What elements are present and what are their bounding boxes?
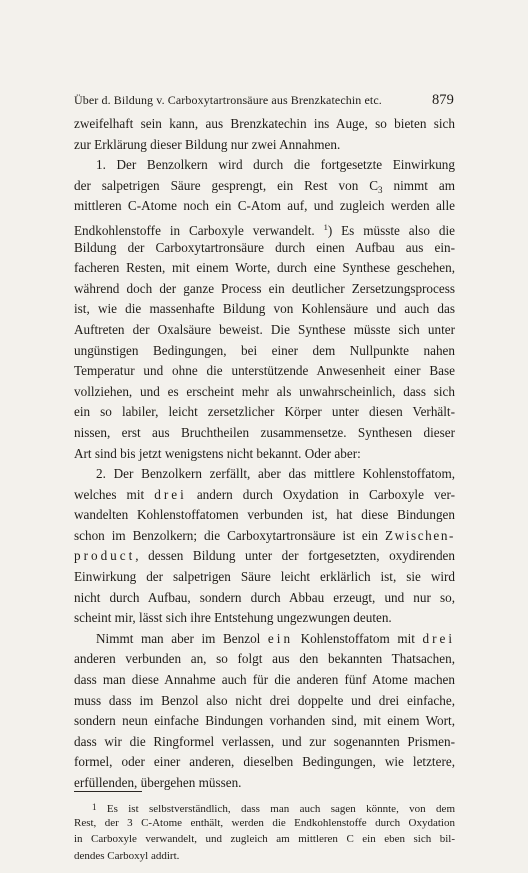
text-line: 2. Der Benzolkern zerfällt, aber das mittlere Kohlenstoffatom,: [96, 466, 455, 482]
text-line: nissen, erst aus Bruchtheilen zusammensetze. Synthesen dieser: [74, 424, 455, 440]
text-line: ein so labiler, leicht zersetzlicher Körper unter diesen Verhält-: [74, 404, 455, 420]
running-title: Über d. Bildung v. Carboxytartronsäure aus Brenzkatechin etc.: [74, 93, 382, 107]
spaced-emphasis: Zwischen-: [384, 527, 455, 543]
footnote-marker: 1: [323, 221, 328, 232]
text-line: Bildung der Carboxytartronsäure durch einen Aufbau aus ein-: [74, 239, 455, 255]
text-line: facheren Resten, mit einem Worte, durch eine Synthese geschehen,: [74, 260, 455, 276]
text-line: [74, 176, 455, 197]
subscript: 3: [378, 184, 383, 195]
text-segment: Nimmt man aber im Benzol: [96, 630, 268, 646]
footnote-line: Rest, der 3 C-Atome enthält, werden die Endkohlenstoffe durch Oxydation: [74, 817, 455, 830]
text-line: erfüllenden, übergehen müssen.: [74, 775, 242, 790]
text-line: Art sind bis jetzt wenigstens nicht bekannt. Oder aber:: [74, 445, 361, 461]
text-segment: der salpetrigen Säure gesprengt, ein Rest von C: [74, 177, 379, 193]
text-line: vollziehen, und es erscheint mehr als unwahrscheinlich, dass sich: [74, 383, 455, 399]
text-segment: welches mit: [74, 486, 155, 502]
footnote-divider: [74, 791, 142, 792]
text-line: dass wir die Ringformel verlassen, und zur sogenannten Prismen-: [74, 733, 455, 749]
text-line: Temperatur und ohne die unterstützende Anwesenheit einer Base: [74, 363, 455, 379]
spaced-emphasis: product: [74, 548, 136, 564]
spaced-emphasis: ein: [267, 630, 294, 646]
text-line: ist, wie die massenhafte Bildung von Kohlensäure und auch das: [74, 301, 455, 317]
text-segment: schon im Benzolkern; die Carboxytartronsäure ist ein: [74, 527, 385, 543]
text-line: 1. Der Benzolkern wird durch die fortgesetzte Einwirkung: [96, 157, 455, 173]
text-segment: Endkohlenstoffe in Carboxyle verwandelt.: [74, 222, 315, 238]
text-line: mittleren C-Atome noch ein C-Atom auf, und zugleich werden alle: [74, 198, 455, 214]
text-line: ungünstigen Bedingungen, bei einer dem Nullpunkte nahen: [74, 342, 455, 358]
text-line: formel, oder einer anderen, dieselben Bedingungen, wie letztere,: [74, 754, 455, 770]
text-line: muss dass im Benzol also nicht drei doppelte und drei einfache,: [74, 692, 455, 708]
running-header: [74, 92, 454, 109]
footnote-marker: 1: [92, 802, 97, 812]
text-line: [74, 217, 455, 238]
text-line: [74, 546, 455, 567]
text-line: nicht durch Aufbau, sondern durch Abbau erzeugt, und nur so,: [74, 589, 455, 605]
text-line: scheint mir, lässt sich ihre Entstehung ungezwungen deuten.: [74, 610, 392, 626]
body-text: [74, 114, 455, 794]
text-segment: andern durch Oxydation in Carboxyle ver-: [186, 486, 455, 502]
text-segment: nimmt am: [382, 177, 455, 193]
text-segment: Kohlenstoffatom mit: [293, 630, 423, 646]
text-line: wandelten Kohlenstoffatomen verbunden ist, hat diese Bindungen: [74, 507, 455, 523]
text-line: [74, 629, 455, 650]
spaced-emphasis: drei: [422, 630, 455, 646]
text-line: [74, 485, 455, 506]
spaced-emphasis: drei: [154, 486, 187, 502]
text-line: sondern neun einfache Bindungen vorhanden sind, mit einem Wort,: [74, 713, 455, 729]
text-line: anderen verbunden an, so folgt aus den bekannten Thatsachen,: [74, 651, 455, 667]
text-line: zweifelhaft sein kann, aus Brenzkatechin ins Auge, so bieten sich: [74, 116, 455, 131]
text-segment: , dessen Bildung unter der fortgesetzten, oxydirenden: [135, 548, 455, 564]
text-line: Einwirkung der salpetrigen Säure leicht erklärlich ist, sie wird: [74, 569, 455, 585]
text-line: dass man diese Annahme auch für die anderen fünf Atome machen: [74, 672, 455, 688]
text-line: während doch der ganze Process ein deutlicher Zersetzungsprocess: [74, 280, 455, 296]
text-segment: Es ist selbstverständlich, dass man auch sagen könnte, von dem: [96, 803, 455, 815]
footnote: [74, 799, 455, 864]
text-line: Auftreten der Oxalsäure beweist. Die Synthese müsste sich unter: [74, 321, 455, 337]
footnote-line: dendes Carboxyl addirt.: [74, 849, 180, 862]
footnote-line: [74, 799, 455, 815]
text-line: zur Erklärung dieser Bildung nur zwei Annahmen.: [74, 136, 341, 152]
text-line: [74, 526, 455, 547]
page-number: 879: [431, 92, 454, 108]
text-segment: ) Es müsste also die: [327, 222, 455, 238]
footnote-line: in Carboxyle verwandelt, und zugleich am mittleren C ein eben sich bil-: [74, 833, 455, 846]
